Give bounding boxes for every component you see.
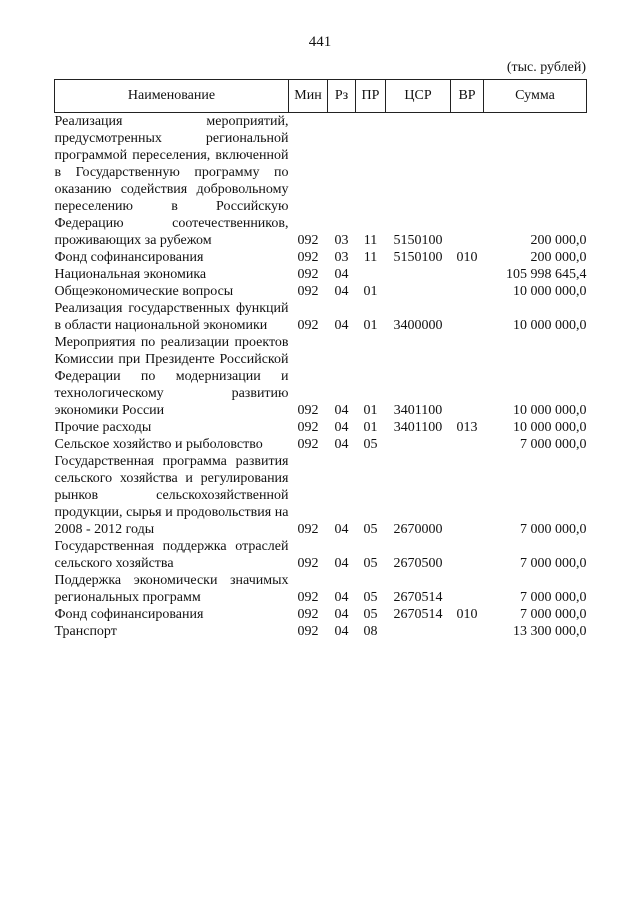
cell-vr: 013 [456,420,478,435]
cell-name: Поддержка экономически значимых региональных программ [54,573,289,605]
cell-pr: 11 [363,250,378,265]
cell-rz: 04 [334,403,349,418]
cell-min: 092 [297,556,319,571]
cell-min: 092 [297,318,319,333]
cell-rz: 03 [334,250,349,265]
header-row [55,80,587,113]
header-csr: ЦСР [386,80,451,113]
cell-min: 092 [297,607,319,622]
cell-vr [451,453,484,538]
cell-sum: 7 000 000,0 [520,522,587,537]
cell-vr [451,266,484,283]
cell-sum: 7 000 000,0 [520,590,587,605]
cell-name: Фонд софинансирования [54,607,204,622]
cell-name: Транспорт [54,624,117,639]
cell-pr: 05 [363,590,378,605]
cell-rz: 04 [334,437,349,452]
cell-name: Общеэкономические вопросы [54,284,234,299]
cell-min: 092 [297,590,319,605]
cell-name: Государственная программа развития сельского хозяйства и регулирования рынков сельскохозяйственной продукции, сырья и продовольствия на 2008 - 2012 годы [54,454,289,537]
cell-name: Государственная поддержка отраслей сельского хозяйства [54,539,289,571]
cell-csr [386,436,451,453]
table-row [55,334,587,419]
cell-sum: 10 000 000,0 [513,403,587,418]
cell-sum: 7 000 000,0 [520,607,587,622]
cell-pr: 01 [363,420,378,435]
cell-vr [451,436,484,453]
cell-pr: 01 [363,318,378,333]
header-name: Наименование [55,80,289,113]
cell-vr [451,334,484,419]
cell-csr [386,266,451,283]
table-row [55,623,587,640]
cell-vr [451,113,484,250]
cell-min: 092 [297,403,319,418]
cell-pr: 08 [363,624,378,639]
cell-name: Фонд софинансирования [54,250,204,265]
cell-sum: 10 000 000,0 [513,318,587,333]
cell-csr: 3401100 [393,420,443,435]
table-row [55,113,587,250]
header-pr: ПР [356,80,386,113]
cell-min: 092 [297,522,319,537]
cell-sum: 105 998 645,4 [506,267,587,282]
table-row [55,453,587,538]
cell-pr: 01 [363,284,378,299]
cell-name: Прочие расходы [54,420,152,435]
cell-pr: 05 [363,556,378,571]
cell-min: 092 [297,624,319,639]
table-row [55,572,587,606]
cell-pr: 05 [363,522,378,537]
cell-min: 092 [297,267,319,282]
table-row [55,283,587,300]
cell-rz: 04 [334,267,349,282]
table-row [55,300,587,334]
cell-vr [451,538,484,572]
cell-sum: 7 000 000,0 [520,437,587,452]
cell-sum: 200 000,0 [530,233,587,248]
cell-csr: 2670500 [393,556,443,571]
cell-rz: 04 [334,420,349,435]
cell-csr [386,623,451,640]
cell-csr: 3400000 [393,318,443,333]
budget-table [54,79,587,640]
header-min: Мин [289,80,328,113]
page-number: 441 [308,34,332,50]
cell-csr [386,283,451,300]
cell-vr [451,283,484,300]
cell-csr: 5150100 [393,233,443,248]
table-row [55,436,587,453]
cell-sum: 200 000,0 [530,250,587,265]
table-row [55,606,587,623]
cell-csr: 3401100 [393,403,443,418]
cell-sum: 7 000 000,0 [520,556,587,571]
header-rz: Рз [328,80,356,113]
cell-min: 092 [297,284,319,299]
cell-rz: 04 [334,624,349,639]
cell-pr [356,266,386,283]
cell-vr [451,300,484,334]
cell-min: 092 [297,437,319,452]
table-row [55,538,587,572]
cell-csr: 2670000 [393,522,443,537]
cell-rz: 04 [334,590,349,605]
cell-pr: 01 [363,403,378,418]
cell-rz: 04 [334,556,349,571]
cell-min: 092 [297,250,319,265]
cell-rz: 04 [334,607,349,622]
cell-csr: 5150100 [393,250,443,265]
cell-name: Сельское хозяйство и рыболовство [54,437,263,452]
header-sum: Сумма [484,80,587,113]
units-note: (тыс. рублей) [506,60,586,75]
cell-name: Реализация государственных функций в области национальной экономики [54,301,289,333]
cell-vr [451,572,484,606]
cell-rz: 04 [334,522,349,537]
cell-name: Национальная экономика [54,267,207,282]
cell-rz: 03 [334,233,349,248]
cell-name: Реализация мероприятий, предусмотренных региональной программой переселения, включенной в Государственную программу по оказанию содействия добровольному переселению в Российскую Федерацию соотечественников, проживающих за рубежом [54,114,289,248]
cell-csr: 2670514 [393,590,443,605]
cell-csr: 2670514 [393,607,443,622]
table-row [55,249,587,266]
cell-rz: 04 [334,318,349,333]
cell-min: 092 [297,233,319,248]
cell-sum: 10 000 000,0 [513,284,587,299]
header-vr: ВР [451,80,484,113]
cell-name: Мероприятия по реализации проектов Комиссии при Президенте Российской Федерации по модернизации и технологическому развитию экономики России [54,335,289,418]
cell-pr: 05 [363,607,378,622]
budget-body [55,113,587,641]
table-row [55,419,587,436]
cell-pr: 11 [363,233,378,248]
cell-sum: 10 000 000,0 [513,420,587,435]
cell-min: 092 [297,420,319,435]
table-row [55,266,587,283]
cell-sum: 13 300 000,0 [513,624,587,639]
cell-rz: 04 [334,284,349,299]
cell-pr: 05 [363,437,378,452]
cell-vr: 010 [456,250,478,265]
cell-vr [451,623,484,640]
cell-vr: 010 [456,607,478,622]
